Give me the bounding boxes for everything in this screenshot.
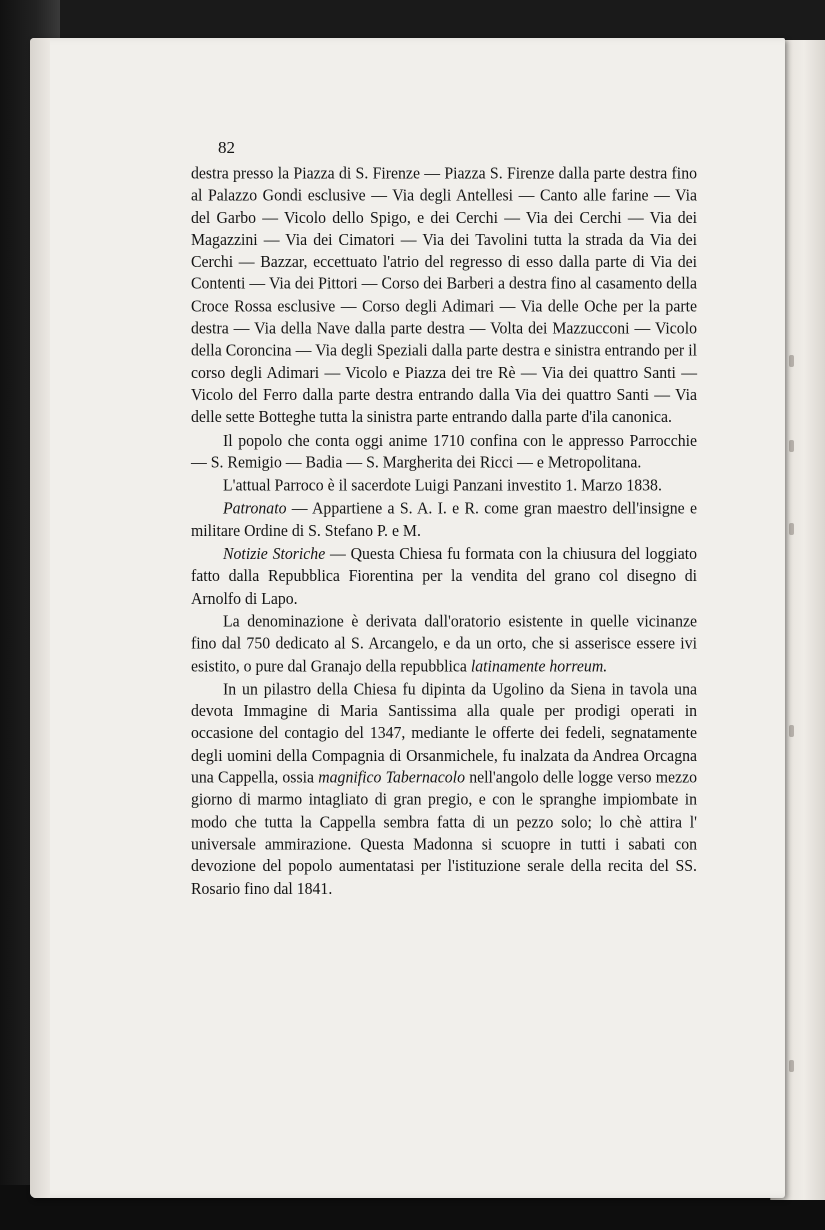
paragraph-denominazione — [191, 611, 697, 677]
paragraph-pilastro — [191, 679, 697, 900]
page-fold-edge — [30, 38, 50, 1198]
binding-hole — [789, 440, 794, 452]
pilastro-text-a: In un pilastro della Chiesa fu dipinta da Ugolino da Siena in tavola una devota Immagine di Maria Santissima alla quale per prodigi operati in occasione del contagio del 1347, mediante le offerte dei fedeli, segnatamente degli uomini della Compagnia di Orsanmichele, fu inalzata da Andrea Orcagna una Cappella, ossia — [191, 680, 697, 787]
patronato-text: — Appartiene a S. A. I. e R. come gran maestro dell'insigne e militare Ordine di S. Stefano P. e M. — [191, 500, 697, 541]
notizie-storiche-text: — Questa Chiesa fu formata con la chiusura del loggiato fatto dalla Repubblica Fiorentina per la vendita del grano col disegno di Arnolfo di Lapo. — [191, 545, 697, 608]
binding-hole — [789, 523, 794, 535]
binding-hole — [789, 1060, 794, 1072]
paragraph-notizie-storiche — [191, 544, 697, 610]
page-body-text — [191, 140, 697, 900]
paragraph-street-list: destra presso la Piazza di S. Firenze — Piazza S. Firenze dalla parte destra fino al Palazzo Gondi esclusive — Via degli Antellesi — Canto alle farine — Via del Garbo — Vicolo dello Spigo, e dei Cerchi — Via dei Cerchi — Via dei Magazzini — Via dei Cimatori — Via dei Tavolini tutta la strada da Via dei Cerchi — Bazzar, eccettuato l'atrio del regresso di esso dalla parte di Via dei Contenti — Via dei Pittori — Corso dei Barberi a destra fino al casamento della Croce Rossa esclusive — Corso degli Adimari — Via delle Oche per la parte destra — Via della Nave dalla parte destra — Volta dei Mazzucconi — Vicolo della Coroncina — Via degli Speziali dalla parte destra e sinistra entrando per il corso degli Adimari — Vicolo e Piazza dei tre Rè — Via dei quattro Santi — Vicolo del Ferro dalla parte destra entrando dalla Via dei quattro Santi — Via delle sette Botteghe tutta la sinistra parte entrando dalla parte d'ila canonica. — [191, 164, 697, 427]
binding-hole — [789, 725, 794, 737]
binding-hole — [789, 355, 794, 367]
paragraph-population: Il popolo che conta oggi anime 1710 confina con le appresso Parrocchie — S. Remigio — Badia — S. Margherita dei Ricci — e Metropolitana. — [191, 431, 697, 472]
page-number: 82 — [218, 138, 235, 157]
latin-phrase: latinamente horreum. — [470, 657, 608, 676]
pilastro-text-b: nell'angolo delle logge verso mezzo giorno di marmo intagliato di gran pregio, e con le spranghe impiombate in modo che tutta la Cappella sembra fatta di un pezzo solo; lo chè attira l' universale ammirazione. Questa Madonna si scuopre in tutti i sabati con devozione del popolo aumentatasi per l'istituzione serale della recita del SS. Rosario fino dal 1841. — [191, 769, 697, 898]
denominazione-text: La denominazione è derivata dall'oratorio esistente in quelle vicinanze fino dal 750 dedicato al S. Arcangelo, e da un orto, che si asserisce essere ivi esistito, o pure dal Granajo della repubblica — [191, 613, 697, 676]
heading-patronato: Patronato — [223, 500, 287, 518]
tabernacolo-phrase: magnifico Tabernacolo — [318, 769, 465, 787]
paragraph-parish-priest: L'attual Parroco è il sacerdote Luigi Panzani investito 1. Marzo 1838. — [223, 477, 662, 495]
heading-notizie-storiche: Notizie Storiche — [223, 545, 326, 564]
paragraph-patronato — [191, 498, 697, 542]
